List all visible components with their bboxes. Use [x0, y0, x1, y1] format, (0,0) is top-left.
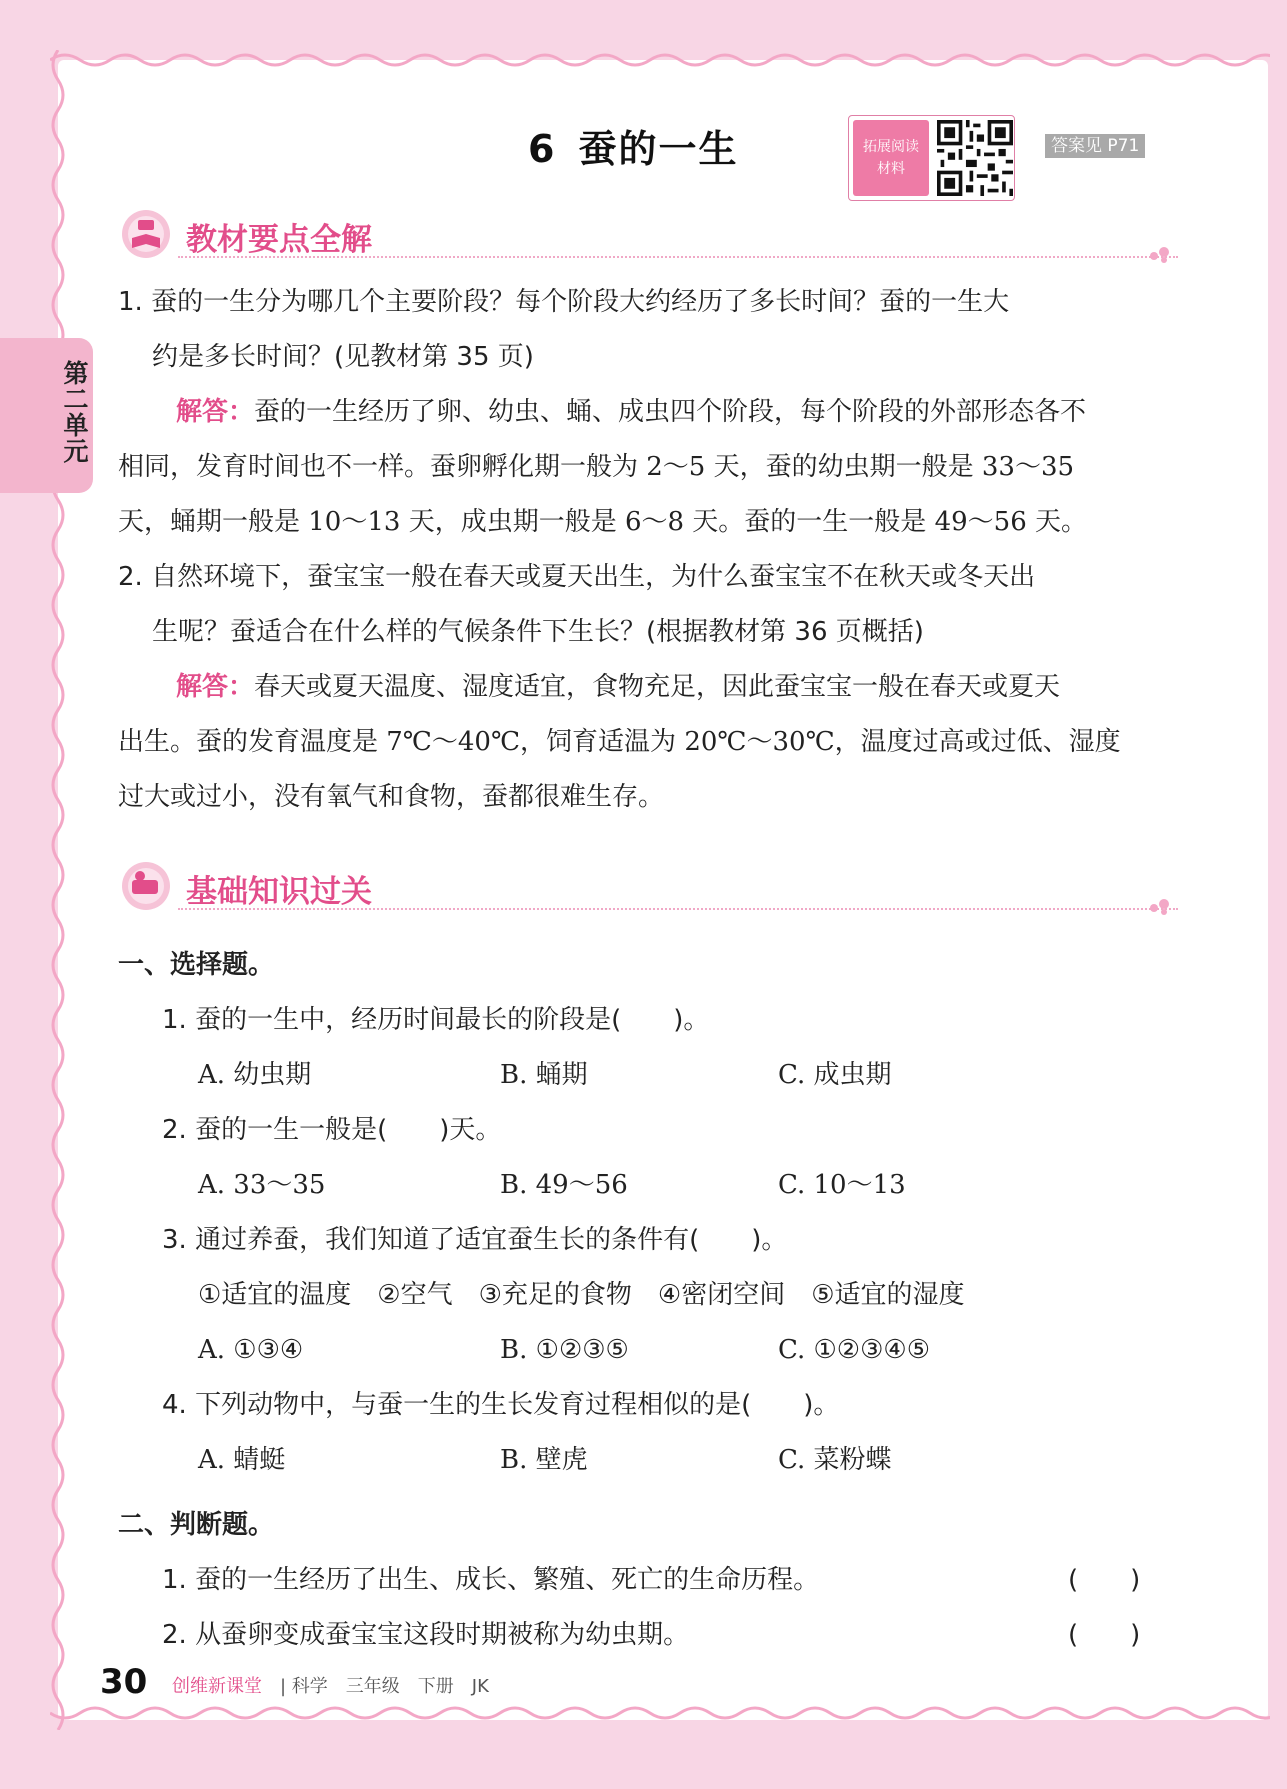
section-heading-label: 教材要点全解	[186, 222, 372, 258]
extended-reading-box[interactable]	[848, 115, 1015, 201]
mc-q2-option-b[interactable]: B. 49～56	[500, 1170, 628, 1200]
wavy-border-left	[48, 50, 68, 1730]
mc-q2-option-c[interactable]: C. 10～13	[778, 1170, 906, 1200]
answer-label: 解答：	[176, 397, 255, 427]
mc-question-3: 3. 通过养蚕，我们知道了适宜蚕生长的条件有( )。	[162, 1225, 788, 1255]
pencil-icon	[118, 860, 176, 912]
judge-question-1: 1. 蚕的一生经历了出生、成长、繁殖、死亡的生命历程。	[162, 1565, 820, 1595]
section-heading-label: 基础知识过关	[186, 874, 372, 910]
mc-q1-option-a[interactable]: A. 幼虫期	[198, 1060, 312, 1090]
answer-1-line-3: 天，蛹期一般是 10～13 天，成虫期一般是 6～8 天。蚕的一生一般是 49～56 天。	[118, 507, 1088, 537]
answer-1-text: 蚕的一生经历了卵、幼虫、蛹、成虫四个阶段，每个阶段的外部形态各不	[254, 397, 1087, 427]
judge-q1-answer-blank[interactable]: ( )	[1068, 1565, 1141, 1595]
answer-2-line-2: 出生。蚕的发育温度是 7℃～40℃，饲育适温为 20℃～30℃，温度过高或过低、湿度	[118, 727, 1121, 757]
part-2-title: 二、判断题。	[118, 1510, 275, 1540]
mc-q4-option-a[interactable]: A. 蜻蜓	[198, 1445, 286, 1475]
mc-q2-option-a[interactable]: A. 33～35	[198, 1170, 326, 1200]
mc-question-1: 1. 蚕的一生中，经历时间最长的阶段是( )。	[162, 1005, 710, 1035]
wavy-border-top	[50, 48, 1270, 68]
footer-meta: | 科学 三年级 下册 JK	[280, 1676, 489, 1697]
unit-side-tab	[0, 338, 93, 493]
answer-2-text: 春天或夏天温度、湿度适宜，食物充足，因此蚕宝宝一般在春天或夏天	[254, 672, 1061, 702]
page-number: 30	[100, 1662, 148, 1702]
mc-q3-option-b[interactable]: B. ①②③⑤	[500, 1335, 629, 1365]
judge-q2-answer-blank[interactable]: ( )	[1068, 1620, 1141, 1650]
mc-question-4: 4. 下列动物中，与蚕一生的生长发育过程相似的是( )。	[162, 1390, 840, 1420]
answer-1-line-2: 相同，发育时间也不一样。蚕卵孵化期一般为 2～5 天，蚕的幼虫期一般是 33～35	[118, 452, 1075, 482]
question-2-line-1: 2. 自然环境下，蚕宝宝一般在春天或夏天出生，为什么蚕宝宝不在秋天或冬天出	[118, 562, 1036, 592]
question-1-line-2: 约是多长时间？(见教材第 35 页)	[152, 342, 534, 372]
answer-1-line-1	[176, 385, 1086, 440]
book-icon	[118, 208, 176, 260]
lesson-title-text: 蚕的一生	[578, 127, 739, 171]
lesson-title	[528, 118, 738, 173]
mc-q4-option-c[interactable]: C. 菜粉蝶	[778, 1445, 892, 1475]
dotted-divider	[178, 256, 1178, 258]
mc-q3-option-c[interactable]: C. ①②③④⑤	[778, 1335, 931, 1365]
part-1-title: 一、选择题。	[118, 950, 275, 980]
extended-reading-label	[853, 120, 929, 196]
question-1-line-1: 1. 蚕的一生分为哪几个主要阶段？每个阶段大约经历了多长时间？蚕的一生大	[118, 287, 1010, 317]
mc-q1-option-b[interactable]: B. 蛹期	[500, 1060, 588, 1090]
question-2-line-2: 生呢？蚕适合在什么样的气候条件下生长？(根据教材第 36 页概括)	[152, 617, 924, 647]
answer-2-line-3: 过大或过小，没有氧气和食物，蚕都很难生存。	[118, 782, 665, 812]
footer-brand: 创维新课堂	[172, 1676, 262, 1697]
section-heading-basics	[118, 860, 1158, 920]
decor-dots-icon	[1148, 896, 1178, 916]
ext-label-line2: 材料	[877, 161, 905, 177]
mc-question-2: 2. 蚕的一生一般是( )天。	[162, 1115, 502, 1145]
dotted-divider	[178, 908, 1178, 910]
section-heading-key-points	[118, 208, 1158, 268]
mc-q4-option-b[interactable]: B. 壁虎	[500, 1445, 588, 1475]
answer-2-line-1	[176, 660, 1060, 715]
lesson-number: 6	[528, 127, 557, 171]
mc-q3-option-a[interactable]: A. ①③④	[198, 1335, 304, 1365]
mc-q1-option-c[interactable]: C. 成虫期	[778, 1060, 892, 1090]
mc-q3-conditions: ①适宜的温度 ②空气 ③充足的食物 ④密闭空间 ⑤适宜的湿度	[198, 1280, 965, 1310]
decor-dots-icon	[1148, 244, 1178, 264]
answer-label: 解答：	[176, 672, 255, 702]
wavy-border-bottom	[50, 1705, 1270, 1725]
unit-side-tab-label: 第二单元	[60, 360, 89, 464]
qr-code-icon[interactable]	[937, 120, 1013, 196]
answer-reference-badge: 答案见 P71	[1045, 134, 1145, 158]
judge-question-2: 2. 从蚕卵变成蚕宝宝这段时期被称为幼虫期。	[162, 1620, 690, 1650]
ext-label-line1: 拓展阅读	[863, 139, 919, 155]
